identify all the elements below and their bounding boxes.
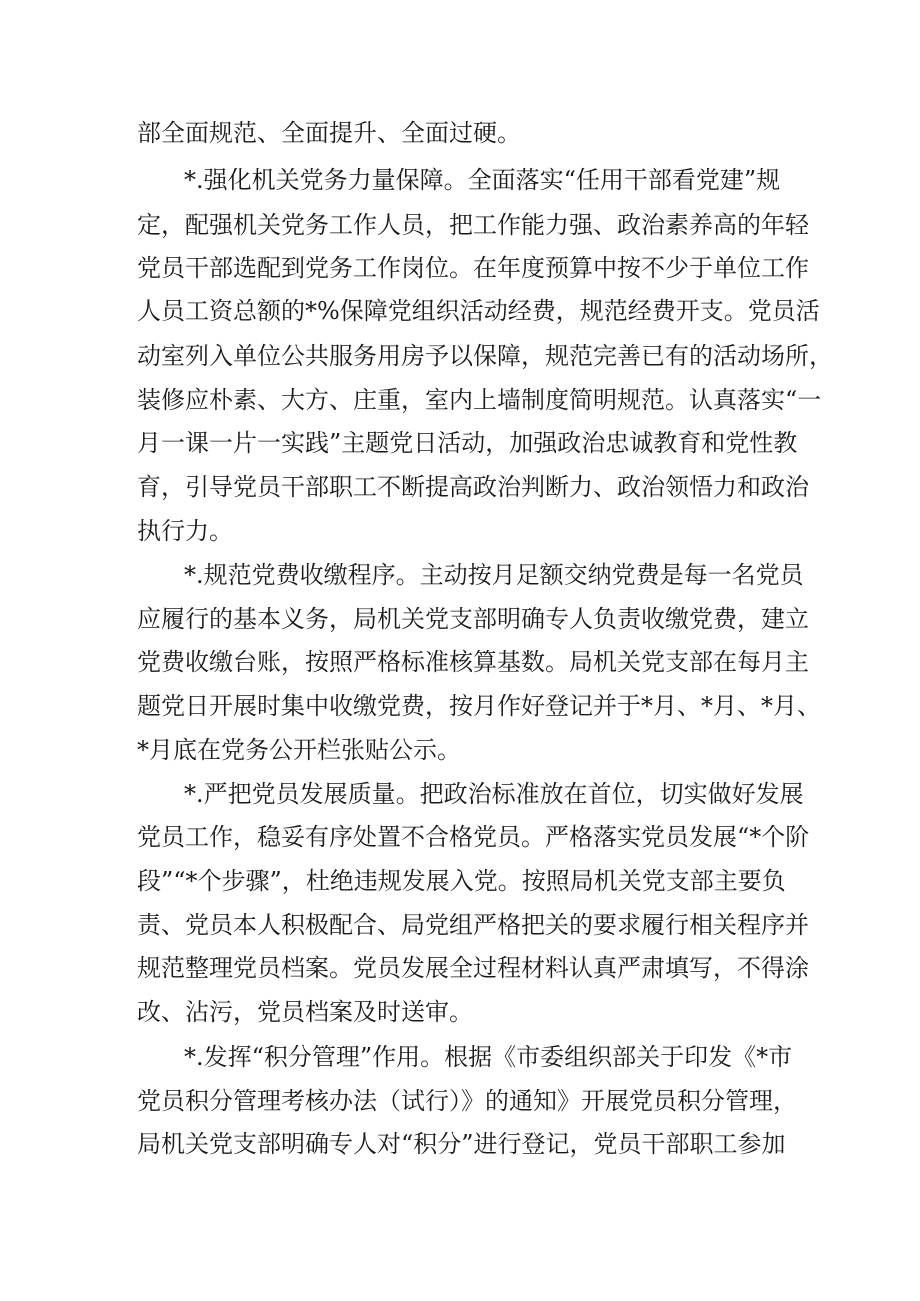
text-line: 段”“*个步骤”，杜绝违规发展入党。按照局机关党支部主要负 <box>137 867 786 895</box>
text-line: 人员工资总额的*%保障党组织活动经费，规范经费开支。党员活 <box>137 297 820 325</box>
text-line: 装修应朴素、大方、庄重，室内上墙制度简明规范。认真落实“一 <box>137 386 822 414</box>
text-line: 执行力。 <box>137 517 233 545</box>
paragraph-first-line: *.严把党员发展质量。把政治标准放在首位，切实做好发展 <box>184 780 804 808</box>
text-line: 部全面规范、全面提升、全面过硬。 <box>137 119 521 147</box>
text-line: 党员积分管理考核办法（试行）》的通知》开展党员积分管理， <box>137 1087 797 1115</box>
text-line: 局机关党支部明确专人对“积分”进行登记，党员干部职工参加 <box>137 1130 786 1158</box>
paragraph-first-line: *.发挥“积分管理”作用。根据《市委组织部关于印发《*市 <box>184 1043 793 1071</box>
text-line: *月底在党务公开栏张贴公示。 <box>137 736 461 764</box>
text-line: 责、党员本人积极配合、局党组严格把关的要求履行相关程序并 <box>137 911 809 939</box>
text-line: 育，引导党员干部职工不断提高政治判断力、政治领悟力和政治 <box>137 473 809 501</box>
text-line: 动室列入单位公共服务用房予以保障，规范完善已有的活动场所， <box>137 342 833 370</box>
text-line: 改、沾污，党员档案及时送审。 <box>137 998 473 1026</box>
text-line: 月一课一片一实践”主题党日活动，加强政治忠诚教育和党性教 <box>137 429 798 457</box>
text-line: 定，配强机关党务工作人员，把工作能力强、政治素养高的年轻 <box>137 211 809 239</box>
text-line: 应履行的基本义务，局机关党支部明确专人负责收缴党费，建立 <box>137 605 809 633</box>
text-line: 党员干部选配到党务工作岗位。在年度预算中按不少于单位工作 <box>137 254 809 282</box>
text-line: 党员工作，稳妥有序处置不合格党员。严格落实党员发展“*个阶 <box>137 823 810 851</box>
text-line: 题党日开展时集中收缴党费，按月作好登记并于*月、*月、*月、 <box>137 692 821 720</box>
text-line: 规范整理党员档案。党员发展全过程材料认真严肃填写，不得涂 <box>137 954 809 982</box>
text-line: 党费收缴台账，按照严格标准核算基数。局机关党支部在每月主 <box>137 648 809 676</box>
paragraph-first-line: *.规范党费收缴程序。主动按月足额交纳党费是每一名党员 <box>184 561 804 589</box>
paragraph-first-line: *.强化机关党务力量保障。全面落实“任用干部看党建”规 <box>184 166 781 194</box>
